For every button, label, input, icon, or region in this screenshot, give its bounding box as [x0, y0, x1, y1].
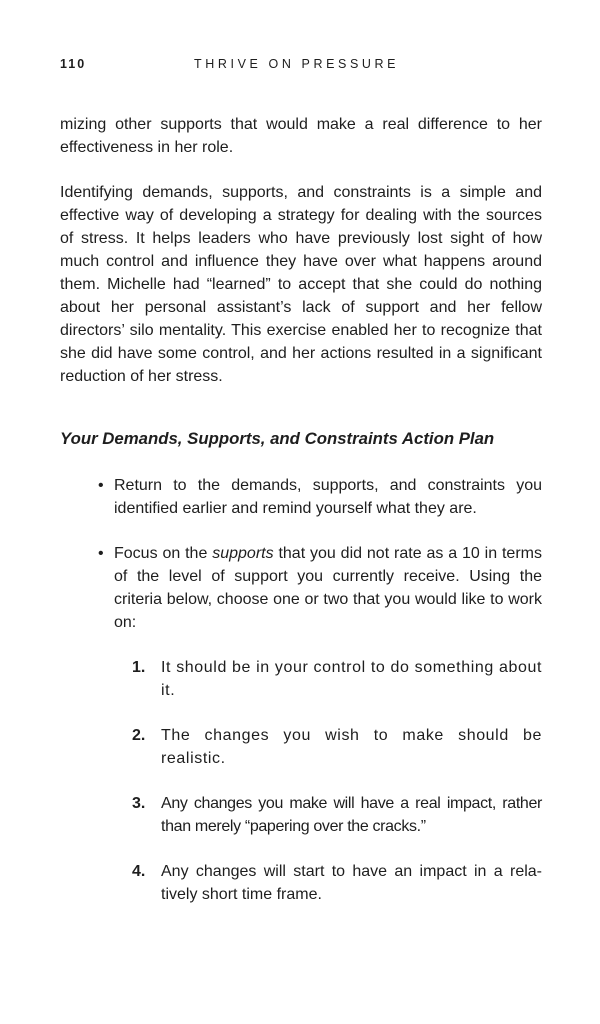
criteria-text: It should be in your control to do something about it. [161, 659, 542, 699]
page-number: 110 [60, 57, 87, 71]
criteria-text: Any changes will start to have an impact in a relatively short time frame. [161, 863, 542, 903]
bullet-text-before: Focus on the [114, 545, 213, 562]
paragraph-continued: mizing other supports that would make a real difference to her effectiveness in her role. [60, 116, 542, 156]
bullet-text: Return to the demands, supports, and constraints you identified earlier and remind yourself what they are. [114, 477, 542, 517]
section-heading: Your Demands, Supports, and Constraints Action Plan [60, 429, 495, 448]
criteria-item [60, 860, 542, 906]
criteria-text: The changes you wish to make should be realistic. [161, 727, 542, 767]
criteria-number: 2. [132, 727, 146, 744]
list-item [60, 474, 542, 520]
criteria-text: Any changes you make will have a real impact, rather than merely “papering over the cracks.” [161, 795, 542, 835]
bullet-icon: • [98, 545, 104, 562]
page-content [60, 113, 542, 906]
list-item [60, 542, 542, 634]
criteria-list [60, 656, 542, 906]
action-plan-list [60, 474, 542, 634]
bullet-icon: • [98, 477, 104, 494]
page-header [60, 57, 540, 73]
criteria-number: 3. [132, 795, 146, 812]
criteria-item [60, 724, 542, 770]
paragraph-identifying-demands: Identifying demands, supports, and constraints is a simple and effective way of developing a strategy for dealing with the sources of stress. It helps leaders who have previously lost sight of how much control and influence they have over what happens around them. Michelle had “learned” to accept that she could do nothing about her personal assistant’s lack of support and her fellow directors’ silo mentality. This exercise enabled her to recognize that she did have some control, and her actions resulted in a significant reduction of her stress. [60, 184, 542, 385]
running-head: THRIVE ON PRESSURE [194, 57, 400, 71]
emphasis-supports: supports [212, 545, 274, 562]
criteria-number: 4. [132, 863, 146, 880]
bullet-text-after: that you did not rate as a 10 in terms of the level of support you currently receive. Using the criteria below, choose one or two that you would like to work on: [114, 545, 542, 631]
criteria-item [60, 656, 542, 702]
criteria-item [60, 792, 542, 838]
criteria-number: 1. [132, 659, 146, 676]
